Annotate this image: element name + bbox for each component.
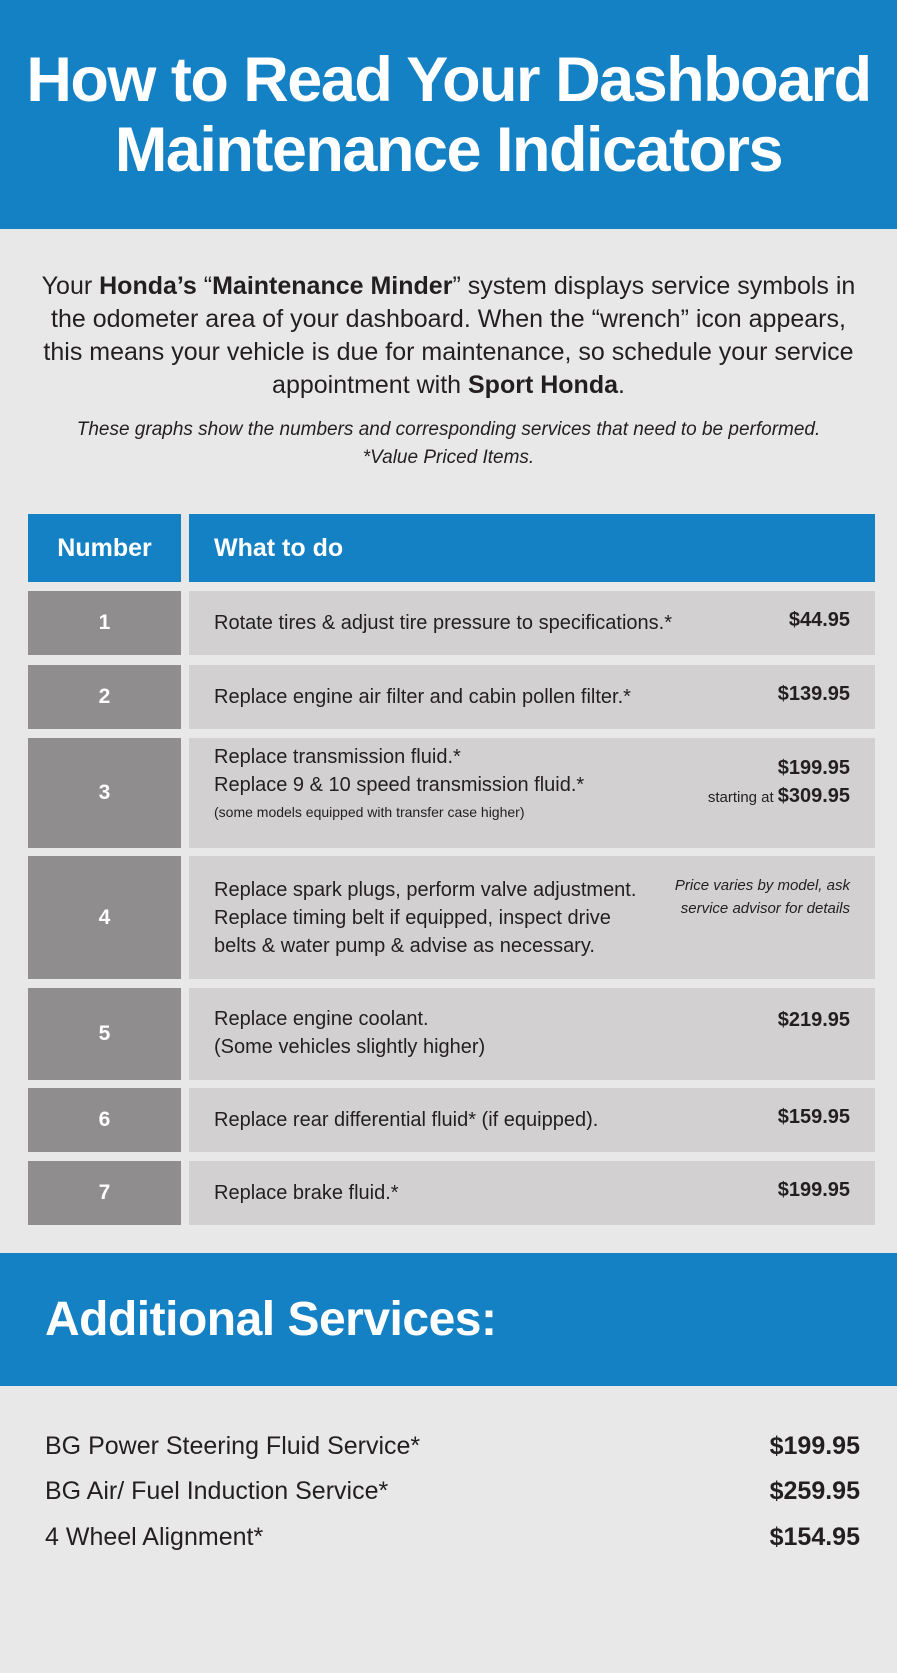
row-number: 3	[28, 738, 181, 848]
row-price: $44.95	[788, 609, 850, 631]
page-title	[26, 45, 870, 185]
service-name: BG Air/ Fuel Induction Service*	[45, 1476, 389, 1505]
row-number: 1	[28, 591, 181, 655]
row-price: $199.95	[777, 757, 850, 779]
title-line-1: How to Read Your Dashboard	[26, 44, 871, 115]
service-price: $259.95	[769, 1476, 860, 1505]
intro-text: Your	[41, 272, 100, 300]
additional-services-heading: Additional Services:	[0, 1253, 897, 1386]
row-small-note: (some models equipped with transfer case higher)	[214, 804, 525, 820]
table-row	[189, 856, 875, 979]
title-line-2: Maintenance Indicators	[114, 114, 783, 185]
intro-text: .	[618, 371, 625, 399]
column-header-what-to-do: What to do	[189, 514, 875, 582]
price-note-line-1: Price varies by model, ask	[674, 877, 850, 894]
additional-service-item	[45, 1517, 860, 1557]
row-number: 7	[28, 1161, 181, 1225]
service-name: 4 Wheel Alignment*	[45, 1522, 264, 1551]
intro-text: ” system displays service symbols in the odometer area of your dashboard. When the “wrench” icon appears, this means your vehicle is due for maintenance, so schedule your service appointment with	[43, 272, 856, 399]
row-price: $199.95	[777, 1179, 850, 1201]
row-description-line-1: Replace transmission fluid.*	[214, 746, 461, 768]
price-note-line-2: service advisor for details	[680, 900, 850, 917]
row-price: $139.95	[777, 683, 850, 705]
column-header-number: Number	[28, 514, 181, 582]
service-name: BG Power Steering Fluid Service*	[45, 1431, 421, 1460]
row-price-2: $309.95	[777, 785, 850, 807]
row-description-line-1: Replace spark plugs, perform valve adjustment.	[214, 879, 637, 901]
header-banner	[0, 0, 897, 229]
intro-paragraph	[40, 270, 857, 402]
table-row	[189, 738, 875, 848]
intro-bold: Honda’s	[99, 272, 197, 300]
row-price: $219.95	[777, 1009, 850, 1031]
row-description-line-2: (Some vehicles slightly higher)	[214, 1036, 486, 1058]
row-description-line-3: belts & water pump & advise as necessary.	[214, 935, 595, 957]
intro-text: “	[196, 272, 213, 300]
row-description: Rotate tires & adjust tire pressure to specifications.*	[214, 612, 672, 634]
row-number: 2	[28, 665, 181, 729]
note-line-1: These graphs show the numbers and corresponding services that need to be performed.	[76, 419, 821, 440]
table-row	[189, 988, 875, 1080]
table-note	[40, 416, 857, 472]
service-price: $199.95	[769, 1431, 860, 1460]
row-description: Replace rear differential fluid* (if equipped).	[214, 1109, 599, 1131]
row-number: 6	[28, 1088, 181, 1152]
intro-bold: Maintenance Minder	[212, 272, 453, 300]
row-description-line-2: Replace timing belt if equipped, inspect drive	[214, 907, 611, 929]
service-price: $154.95	[769, 1522, 860, 1551]
starting-at-label: starting at	[707, 789, 774, 806]
additional-service-item	[45, 1471, 860, 1511]
row-description: Replace engine air filter and cabin pollen filter.*	[214, 686, 631, 708]
additional-service-item	[45, 1426, 860, 1466]
intro-bold: Sport Honda	[468, 371, 618, 399]
row-number: 5	[28, 988, 181, 1080]
row-description: Replace brake fluid.*	[214, 1182, 399, 1204]
table-row	[189, 1088, 875, 1152]
note-line-2: *Value Priced Items.	[362, 447, 535, 468]
row-description-line-1: Replace engine coolant.	[214, 1008, 429, 1030]
row-description-line-2: Replace 9 & 10 speed transmission fluid.*	[214, 774, 585, 796]
table-row	[189, 665, 875, 729]
row-price-note	[670, 874, 850, 920]
table-row	[189, 591, 875, 655]
table-row	[189, 1161, 875, 1225]
row-number: 4	[28, 856, 181, 979]
row-price: $159.95	[777, 1106, 850, 1128]
row-price-starting	[708, 785, 850, 808]
